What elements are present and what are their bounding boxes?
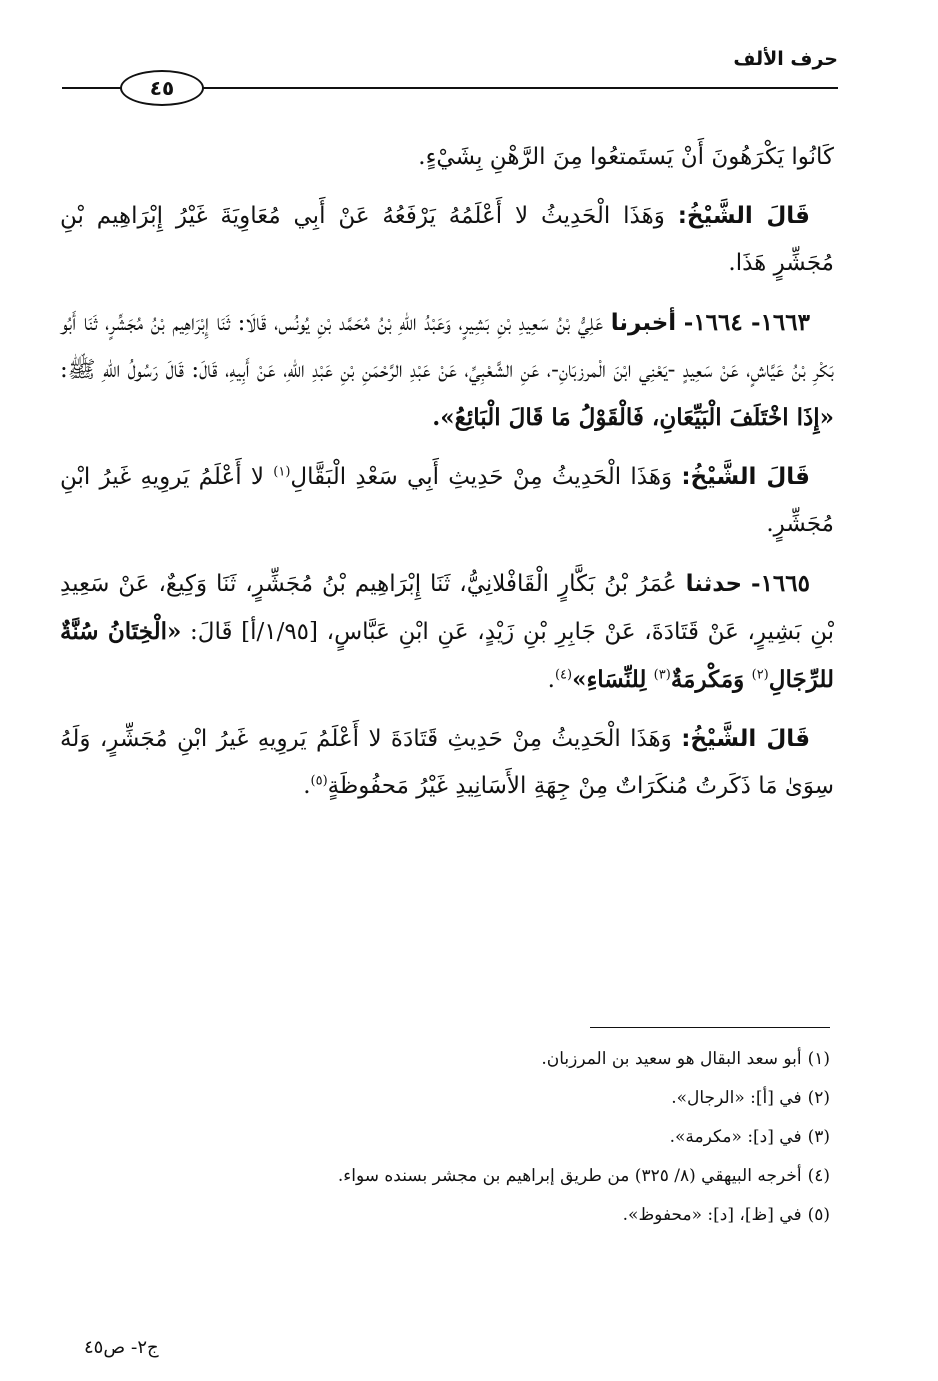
paragraph-4 (60, 454, 834, 548)
sheikh-lead: قَالَ الشَّيْخُ: (681, 726, 811, 752)
paragraph-6: قَالَ الشَّيْخُ: وَهَذَا الْحَدِيثُ مِنْ حَدِيثِ قَتَادَةَ لا أَعْلَمُ يَروِيهِ غَيرُ ابْنِ مُجَشِّرٍ، وَلَهُ سِوَىٰ مَا ذَكَرتُ مُنكَرَاتٌ مِنْ جِهَةِ الأَسَانِيدِ غَيْرُ مَحفُوظَةٍ$^{(٥)}$. (60, 726, 834, 799)
hadith-number: ١٦٦٣- ١٦٦٤- (683, 309, 810, 336)
footnote-text: في [ظ]، [د]: «محفوظ». (622, 1205, 802, 1225)
paragraph-text: وَهَذَا الْحَدِيثُ لا أَعْلَمُهُ يَرْفَعُهُ عَنْ أَبِي مُعَاوِيَةَ غَيْرُ إِبْرَاهِيم بْنِ مُجَشِّرٍ هَذَا. (60, 203, 834, 276)
narration-lead: أخبرنا (610, 310, 677, 336)
footnote-text: في [أ]: «الرجال». (671, 1088, 802, 1108)
footnote-number: (٤) (807, 1166, 830, 1186)
footnote-4 (60, 1157, 830, 1196)
footnote-1 (60, 1040, 830, 1079)
sheikh-lead: قَالَ الشَّيْخُ: (677, 203, 810, 229)
footnote-number: (٢) (807, 1088, 830, 1108)
footnote-ref-3[interactable]: (٣) (653, 667, 671, 683)
footnote-2 (60, 1079, 830, 1118)
footnote-ref-5[interactable]: (٥) (310, 773, 328, 789)
hadith-number: ١٦٦٥- (751, 570, 810, 597)
page-number-badge: ٤٥ (120, 70, 204, 106)
footnote-5 (60, 1196, 830, 1235)
hadith-matn-c: لِلنِّسَاءِ» (572, 666, 647, 693)
footnote-ref-2[interactable]: (٢) (751, 667, 769, 683)
footnotes (60, 1040, 830, 1235)
footnote-3 (60, 1118, 830, 1157)
hadith-1663-1664 (60, 299, 834, 442)
paragraph-text: لا أَعْلَمُ يَروِيهِ غَيرُ ابْنِ مُجَشِّرٍ. (60, 464, 834, 537)
paragraph-1 (60, 134, 834, 181)
paragraph-text: وَهَذَا الْحَدِيثُ مِنْ حَدِيثِ أَبِي سَعْدِ الْبَقَّالِ (290, 464, 673, 490)
footnote-text: أخرجه البيهقي (٨/ ٣٢٥) من طريق إبراهيم بن مجشر بسنده سواء. (337, 1166, 802, 1186)
hadith-1665: ١٦٦٥- حدثنا عُمَرُ بْنُ بَكَّارٍ الْقَافْلانِيُّ، ثَنَا إِبْرَاهِيم بْنُ مُجَشِّرٍ، ثَنَا وَكِيعٌ، عَنْ سَعِيدِ بْنِ بَشِيرٍ، عَنْ قَتَادَةَ، عَنْ جَابِرِ بْنِ زَيْدٍ، عَنِ ابْنِ عَبَّاسٍ، [١/٩٥/أ] قَالَ: «الْخِتَانُ سُنَّةٌ للرِّجَالِ$^{(٢)}$ وَمَكْرمَةٌ$^{(٣)}$ لِلنِّسَاءِ»$^{(٤)}$. (60, 570, 835, 693)
narration-lead: حدثنا (685, 571, 743, 597)
running-title: حرف الألف (733, 48, 838, 70)
footnote-separator (590, 1027, 830, 1028)
footnote-ref-1[interactable]: (١) (273, 464, 291, 480)
footnote-text: في [د]: «مكرمة». (669, 1127, 802, 1147)
paragraph-text: وَهَذَا الْحَدِيثُ مِنْ حَدِيثِ قَتَادَةَ لا أَعْلَمُ يَروِيهِ غَيرُ ابْنِ مُجَشِّرٍ، وَلَهُ سِوَىٰ مَا ذَكَرتُ مُنكَرَاتٌ مِنْ جِهَةِ الأَسَانِيدِ غَيْرُ مَحفُوظَةٍ (60, 726, 834, 799)
isnad-text: عُمَرُ بْنُ بَكَّارٍ الْقَافْلانِيُّ، ثَنَا إِبْرَاهِيم بْنُ مُجَشِّرٍ، ثَنَا وَكِيعٌ، عَنْ سَعِيدِ بْنِ بَشِيرٍ، عَنْ قَتَادَةَ، عَنْ جَابِرِ بْنِ زَيْدٍ، عَنِ ابْنِ عَبَّاسٍ، [١/٩٥/أ] قَالَ: (60, 571, 835, 645)
footnote-text: أبو سعد البقال هو سعيد بن المرزبان. (541, 1049, 802, 1069)
footnote-number: (٣) (807, 1127, 830, 1147)
paragraph-2 (60, 193, 834, 287)
hadith-matn-a: «الْخِتَانُ سُنَّةٌ للرِّجَالِ (60, 618, 834, 693)
sheikh-lead: قَالَ الشَّيْخُ: (681, 464, 810, 490)
hadith-matn: «إِذَا اخْتَلَفَ الْبَيِّعَانِ، فَالْقَوْلُ مَا قَالَ الْبَائِعُ». (432, 404, 834, 431)
volume-page-signature: ج٢- ص٤٥ (84, 1337, 159, 1358)
isnad-text: عَلِيُّ بْنُ سَعِيدِ بْنِ بَشِيرٍ، وَعَبْدُ اللهِ بْنُ مُحَمَّد بْنِ يُونُس، قَالَا: ثَنَا إِبْرَاهِيم بْنُ مُجَشِّرٍ، ثَنَا أَبُو بَكْرِ بْنُ عَيَّاشٍ، عَنْ سَعِيدٍ -يَعْنِي ابْنَ الْمرزبَانِ-، عَنِ الشَّعْبِيِّ، عَنْ عَبْدِ الرَّحْمَنِ بْنِ عَبْدِ اللهِ، عَنْ أَبِيهِ، قَالَ: قَالَ رَسُولُ اللهِ ﷺ: (60, 310, 834, 383)
footnote-number: (١) (807, 1049, 830, 1069)
footnote-number: (٥) (807, 1205, 830, 1225)
hadith-matn-b: وَمَكْرمَةٌ (670, 666, 745, 693)
paragraph-text: كَانُوا يَكْرَهُونَ أَنْ يَستَمتعُوا مِنَ الرَّهْنِ بِشَيْءٍ. (418, 144, 834, 170)
main-text (60, 134, 834, 810)
footnote-ref-4[interactable]: (٤) (554, 667, 573, 683)
